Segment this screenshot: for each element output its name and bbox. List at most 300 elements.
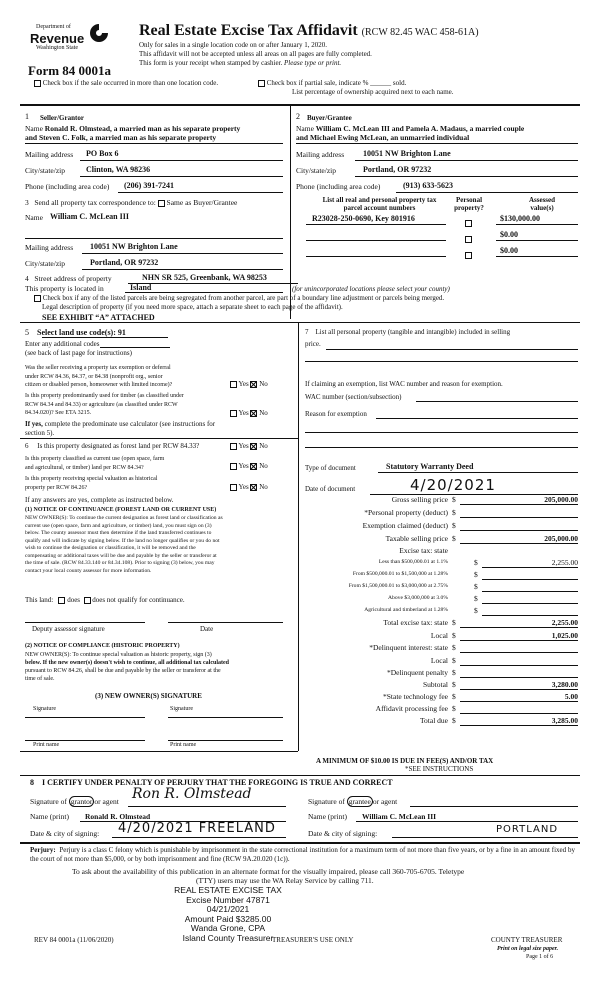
seller-mailing-underline — [80, 160, 283, 161]
new-owner-print-label-2: Print name — [170, 742, 197, 748]
washington-state-label: Washington State — [36, 45, 79, 51]
grantee-signature-label — [308, 797, 397, 806]
lower-column-divider — [298, 322, 299, 751]
or-agent-label: or agent — [94, 797, 119, 806]
section-6-number: 6 — [25, 442, 29, 450]
partial-sale-checkbox[interactable] — [258, 80, 265, 87]
if-any-yes-note: If any answers are yes, complete as instructed below. — [25, 496, 174, 504]
correspondence-city-label: City/state/zip — [25, 259, 65, 268]
gross-selling-price-label: Gross selling price — [391, 495, 448, 504]
subtotal-label: Subtotal — [422, 680, 448, 689]
personal-property-deduct-label: *Personal property (deduct) — [364, 508, 448, 517]
perjury-bold: Perjury: — [30, 846, 56, 854]
seller-name-row — [25, 124, 240, 133]
partial-sale-label: Check box if partial sale, indicate % ______ sold. — [266, 79, 407, 87]
assessed-header-line-2: value(s) — [530, 204, 554, 212]
total-excise-state-dollar-sign: $ — [452, 618, 456, 627]
delinquent-interest-state-underline — [460, 652, 578, 653]
additional-codes-label: Enter any additional codes — [25, 340, 100, 348]
affidavit-processing-fee-dollar-sign: $ — [452, 704, 456, 713]
excise-tier-3-dollar-sign: $ — [474, 582, 478, 591]
assessed-header-line-1: Assessed — [528, 196, 556, 204]
taxable-selling-price-underline — [460, 543, 578, 544]
correspondence-mailing-value[interactable]: 10051 NW Brighton Lane — [90, 242, 178, 251]
ownership-percentage-note: List percentage of ownership acquired next to each name. — [292, 88, 454, 96]
buyer-name-line-1[interactable]: William C. McLean III and Pamela A. Madaus, a married couple — [315, 124, 525, 133]
type-or-print-note: Please type or print. — [284, 59, 342, 67]
excise-tier-5-dollar-sign: $ — [474, 606, 478, 615]
personal-property-line-1 — [326, 349, 578, 350]
if-yes-note-2: section 5). — [25, 429, 55, 437]
land-use-code-value[interactable]: 91 — [117, 328, 126, 337]
buyer-phone-value[interactable]: (913) 633-5623 — [403, 181, 453, 190]
taxable-selling-price-value[interactable]: 205,000.00 — [544, 534, 578, 543]
grantor-date-city-label: Date & city of signing: — [30, 829, 100, 838]
document-date-value[interactable]: 4/20/2021 — [410, 476, 496, 494]
historic-no-checkbox[interactable] — [250, 484, 257, 491]
excise-local-value[interactable]: 1,025.00 — [551, 631, 578, 640]
current-use-line-2: and agricultural, or timber) land per RCW 84.34? — [25, 464, 144, 471]
seller-heading: Seller/Grantor — [40, 114, 84, 122]
timber-yes-no[interactable] — [230, 409, 268, 417]
located-in-value[interactable]: Island — [130, 283, 152, 292]
delinquent-interest-state-label: *Delinquent interest: state — [369, 643, 448, 652]
county-treasurer-label: COUNTY TREASURER — [491, 936, 563, 944]
grantee-name-line — [356, 821, 578, 822]
historic-yes-no[interactable] — [230, 483, 268, 491]
personal-property-label: List all personal property (tangible and intangible) included in selling — [315, 328, 511, 336]
personal-property-deduct-dollar-sign: $ — [452, 508, 456, 517]
does-not-label: does not qualify for continuance. — [92, 596, 185, 604]
new-owner-signature-line-2 — [168, 717, 283, 718]
legal-description-value[interactable]: SEE EXHIBIT “A” ATTACHED — [42, 313, 155, 322]
buyer-name-underline — [296, 143, 578, 144]
excise-tier-5-underline — [482, 615, 578, 616]
timber-question-line-2: RCW 84.34 and 84.33) or agriculture (as classified under RCW — [25, 401, 178, 408]
gross-selling-price-underline — [460, 504, 578, 505]
exemption-yes-checkbox[interactable] — [230, 381, 237, 388]
compliance-line-3: pursuant to RCW 84.26, shall be due and payable by the seller or transferor at the — [25, 668, 221, 674]
buyer-mailing-value[interactable]: 10051 NW Brighton Lane — [363, 149, 451, 158]
subtotal-dollar-sign: $ — [452, 680, 456, 689]
excise-local-underline — [460, 640, 578, 641]
land-qualifies-row[interactable] — [25, 596, 185, 604]
form-number: Form 84 0001a — [28, 63, 112, 78]
street-address-underline — [128, 283, 298, 284]
timber-question-line-3: 84.34.020)? See ETA 3215. — [25, 410, 92, 416]
section-3-number: 3 — [25, 198, 29, 207]
perjury-statement — [30, 846, 575, 864]
parcel-column-header — [322, 196, 437, 212]
document-type-underline — [378, 472, 578, 473]
compliance-line-4: time of sale. — [25, 676, 55, 682]
if-yes-rest: complete the predominate use calculator (see instructions for — [44, 420, 216, 428]
total-due-value[interactable]: 3,285.00 — [551, 716, 578, 725]
excise-tier-2-dollar-sign: $ — [474, 570, 478, 579]
exemption-question-line-1: Was the seller receiving a property tax exemption or deferral — [25, 365, 171, 371]
exemption-question — [25, 364, 172, 390]
does-checkbox[interactable] — [58, 597, 65, 604]
forest-question — [25, 442, 199, 450]
alternate-format-line-1: To ask about the availability of this publication in an alternate format for the visually impaired, please call 360-705-6705. Teletype — [72, 867, 465, 876]
current-use-yes-checkbox[interactable] — [230, 463, 237, 470]
continuance-line-4: qualify and will indicate by signing below. If the land no longer qualifies or you do not — [25, 537, 220, 544]
section-1-number: 1 — [25, 112, 29, 121]
delinquent-interest-local-label: Local — [430, 656, 448, 665]
correspondence-name-value[interactable]: William C. McLean III — [50, 212, 129, 221]
historic-question — [25, 475, 157, 492]
grantor-date-city-value[interactable]: 4/20/2021 FREELAND — [118, 821, 276, 836]
grantor-name-value[interactable]: Ronald R. Olmstead — [85, 812, 151, 821]
delinquent-interest-local-dollar-sign: $ — [452, 656, 456, 665]
excise-local-label: Local — [430, 631, 448, 640]
grantor-signature[interactable]: Ron R. Olmstead — [132, 786, 252, 802]
parcel-row-2-value-underline — [496, 240, 578, 241]
excise-tier-3-label: From $1,500,000.01 to $3,000,000 at 2.75% — [348, 583, 448, 589]
form-title-row — [139, 22, 479, 40]
state-technology-fee-value[interactable]: 5.00 — [564, 692, 578, 701]
parcel-row-3-underline — [306, 256, 446, 257]
grantee-name-label: Name (print) — [308, 812, 347, 821]
multi-location-checkbox-row[interactable] — [34, 79, 218, 87]
total-excise-state-value[interactable]: 2,255.00 — [551, 618, 578, 627]
wac-number-label: WAC number (section/subsection) — [305, 393, 402, 401]
reason-label: Reason for exemption — [305, 410, 367, 418]
new-owner-signature-label-2: Signature — [170, 706, 193, 712]
legal-paper-note: Print on legal size paper. — [497, 946, 559, 952]
assessed-value-column-header — [512, 196, 572, 212]
minimum-fee-note: A MINIMUM OF $10.00 IS DUE IN FEE(S) AND/OR TAX — [316, 757, 494, 765]
subtotal-value[interactable]: 3,280.00 — [551, 680, 578, 689]
segregated-checkbox-row[interactable] — [34, 294, 444, 302]
stamp-line-1: REAL ESTATE EXCISE TAX — [174, 885, 282, 895]
no-label: No — [259, 483, 268, 491]
deputy-signature-line — [25, 622, 145, 623]
gross-selling-price-value[interactable]: 205,000.00 — [544, 495, 578, 504]
does-not-checkbox[interactable] — [84, 597, 91, 604]
stamp-line-5: Wanda Grone, CPA — [190, 923, 266, 934]
parcel-row-1-value[interactable]: $130,000.00 — [500, 214, 540, 223]
total-due-dollar-sign: $ — [452, 716, 456, 725]
exemption-no-checkbox[interactable] — [250, 381, 257, 388]
buyer-city-label: City/state/zip — [296, 166, 336, 175]
buyer-phone-underline — [396, 192, 578, 193]
section-8-number: 8 — [30, 778, 34, 787]
correspondence-label: Send all property tax correspondence to: — [34, 198, 156, 207]
personal-property-row — [305, 328, 510, 336]
excise-tier-1-dollar-sign: $ — [474, 558, 478, 567]
forest-question-text: Is this property designated as forest land per RCW 84.33? — [37, 442, 200, 450]
excise-tier-4-label: Above $3,000,000 at 3.0% — [388, 595, 448, 601]
grantee-name-value[interactable]: William C. McLean III — [362, 812, 437, 821]
total-due-underline — [460, 725, 578, 726]
excise-tax-state-heading-label: Excise tax: state — [399, 546, 448, 555]
correspondence-city-value[interactable]: Portland, OR 97232 — [90, 258, 159, 267]
delinquent-penalty-underline — [460, 677, 578, 678]
timber-question — [25, 392, 184, 418]
perjury-divider — [20, 842, 580, 844]
compliance-line-2: below. If the new owner(s) doesn't wish to continue, all additional tax calculated — [25, 660, 230, 666]
seller-mailing-label: Mailing address — [25, 150, 74, 159]
yes-label: Yes — [238, 462, 249, 470]
compliance-line-1: NEW OWNER(S): To continue special valuation as historic property, sign (3) — [25, 652, 212, 658]
stamp-line-6: Island County Treasurer — [182, 932, 274, 943]
seller-phone-value[interactable]: (206) 391-7241 — [124, 181, 174, 190]
personal-checkbox-3[interactable] — [465, 252, 472, 259]
timber-no-checkbox[interactable] — [250, 410, 257, 417]
delinquent-interest-state-dollar-sign: $ — [452, 643, 456, 652]
seller-city-underline — [80, 176, 283, 177]
current-use-yes-no[interactable] — [230, 462, 268, 470]
parcel-row-2-underline — [306, 240, 446, 241]
delinquent-penalty-label: *Delinquent penalty — [386, 668, 448, 677]
buyer-mailing-underline — [355, 160, 578, 161]
parcel-row-3-value[interactable]: $0.00 — [500, 246, 518, 255]
continuance-line-7: the time of sale. (RCW 84.33.140 or 84.34.108). Prior to signing (3) below, you may — [25, 560, 215, 566]
seller-phone-underline — [118, 192, 283, 193]
buyer-phone-label: Phone (including area code) — [296, 182, 381, 191]
section-5-row — [25, 328, 126, 337]
correspondence-name-label: Name — [25, 213, 43, 222]
grantee-signature-line — [410, 806, 578, 807]
revenue-logo-icon — [88, 22, 110, 44]
parcel-header-line-2: parcel account numbers — [343, 204, 416, 212]
partial-sale-checkbox-row[interactable] — [258, 79, 406, 87]
excise-tier-5-label: Agricultural and timberland at 1.28% — [364, 607, 448, 613]
current-use-line-1: Is this property classified as current use (open space, farm — [25, 456, 165, 462]
buyer-name-label: Name — [296, 124, 314, 133]
grantee-circled: grantee — [348, 797, 371, 806]
stamp-line-3: 04/21/2021 — [206, 904, 250, 915]
personal-property-column-header — [449, 196, 489, 212]
no-label: No — [259, 380, 268, 388]
buyer-name-line-2[interactable]: and Michael Ewing McLean, an unmarried individual — [296, 133, 470, 142]
document-type-value[interactable]: Statutory Warranty Deed — [386, 462, 474, 471]
buyer-name-row — [296, 124, 524, 133]
street-address-label-row — [25, 274, 112, 283]
continuance-text — [25, 515, 223, 575]
exemption-question-line-3: citizen or disabled person, homeowner with limited income)? — [25, 382, 173, 388]
signature-of-label: Signature of — [308, 797, 345, 806]
excise-tier-1-value[interactable]: 2,255.00 — [551, 558, 578, 567]
if-yes-note — [25, 420, 215, 428]
personal-property-label-2: price. — [305, 340, 321, 348]
personal-property-deduct-underline — [460, 517, 578, 518]
total-due-label: Total due — [419, 716, 448, 725]
new-owner-print-line-2 — [168, 740, 283, 741]
section-1-2-divider — [290, 106, 291, 319]
excise-tier-2-label: From $500,000.01 to $1,500,000 at 1.28% — [352, 571, 448, 577]
current-use-no-checkbox[interactable] — [250, 463, 257, 470]
same-as-buyer-checkbox[interactable] — [158, 200, 165, 207]
header-note-2: This affidavit will not be accepted unless all areas on all pages are fully completed. — [139, 50, 372, 58]
revision-label: REV 84 0001a (11/06/2020) — [34, 936, 114, 944]
exemption-question-line-2: under RCW 84.36, 84.37, or 84.38 (nonprofit org., senior — [25, 373, 163, 380]
excise-tier-1-label: Less than $500,000.01 at 1.1% — [378, 559, 448, 565]
deputy-signature-label: Deputy assessor signature — [32, 625, 105, 633]
buyer-heading: Buyer/Grantee — [307, 114, 352, 122]
certify-statement: I CERTIFY UNDER PENALTY OF PERJURY THAT THE FOREGOING IS TRUE AND CORRECT — [42, 778, 393, 787]
exemption-claim-label: If claiming an exemption, list WAC number and reason for exemption. — [305, 380, 503, 388]
deputy-date-label: Date — [200, 625, 214, 633]
seller-mailing-value[interactable]: PO Box 6 — [86, 149, 119, 158]
alternate-format-line-2: (TTY) users may use the WA Relay Service by calling 711. — [196, 876, 374, 885]
document-type-label: Type of document — [305, 464, 356, 472]
seller-city-value[interactable]: Clinton, WA 98236 — [86, 165, 151, 174]
rcw-reference: (RCW 82.45 WAC 458-61A) — [361, 27, 479, 38]
parcel-row-1-underline — [306, 224, 446, 225]
new-owner-print-line-1 — [25, 740, 145, 741]
grantee-date-city-label: Date & city of signing: — [308, 829, 378, 838]
parcel-row-2-value[interactable]: $0.00 — [500, 230, 518, 239]
exemption-yes-no[interactable] — [230, 380, 268, 388]
document-date-label: Date of document — [305, 485, 356, 493]
excise-tier-4-underline — [482, 603, 578, 604]
segregated-label: Check box if any of the listed parcels are being segregated from another parcel, are part of a boundary line adjustment or parcels being merged. — [42, 294, 445, 302]
forest-yes-no[interactable] — [230, 442, 268, 450]
located-in-label: This property is located in — [25, 284, 104, 293]
seller-name-line-1[interactable]: Ronald R. Olmstead, a married man as his separate property — [44, 124, 241, 133]
delinquent-interest-local-underline — [460, 665, 578, 666]
grantor-signature-label — [30, 797, 119, 806]
parcel-header-line-1: List all real and personal property tax — [322, 196, 437, 204]
historic-yes-checkbox[interactable] — [230, 484, 237, 491]
parcel-row-1-value-underline — [496, 224, 578, 225]
personal-property-line-2 — [305, 361, 578, 362]
exemption-claimed-deduct-underline — [460, 530, 578, 531]
state-technology-fee-underline — [460, 701, 578, 702]
stamp-line-2: Excise Number 47871 — [186, 894, 270, 905]
land-use-underline — [42, 337, 168, 338]
street-address-label: Street address of property — [34, 274, 112, 283]
grantee-date-city-value[interactable]: PORTLAND — [496, 824, 559, 835]
parcel-row-1-number[interactable]: R23028-250-0690, Key 801916 — [312, 214, 415, 223]
personal-header-line-2: property? — [454, 204, 484, 212]
correspondence-mailing-label: Mailing address — [25, 243, 74, 252]
state-technology-fee-dollar-sign: $ — [452, 692, 456, 701]
seller-name-label: Name — [25, 124, 43, 133]
excise-tier-2-underline — [482, 579, 578, 580]
additional-codes-underline — [100, 347, 170, 348]
continuance-line-5: wish to continue the designation or classification, it will be removed and the — [25, 545, 196, 551]
yes-label: Yes — [238, 483, 249, 491]
grantor-circled: grantor — [70, 797, 93, 806]
continuance-line-1: NEW OWNER(S): To continue the current designation as forest land or classification as — [25, 515, 223, 521]
gross-selling-price-dollar-sign: $ — [452, 495, 456, 504]
grantor-name-label: Name (print) — [30, 812, 69, 821]
seller-name-line-2[interactable]: and Steven C. Folk, a married man as his separate property — [25, 133, 217, 142]
stamp-line-4: Amount Paid $3285.00 — [184, 913, 272, 924]
street-address-value[interactable]: NHN SR 525, Greenbank, WA 98253 — [142, 273, 267, 282]
see-back-note: (see back of last page for instructions) — [25, 349, 132, 357]
continuance-line-3: below. The county assessor must then determine if the land transferred continues to — [25, 530, 212, 536]
affidavit-processing-fee-underline — [460, 713, 578, 714]
grantor-signature-line — [128, 806, 286, 807]
header-note-3 — [139, 59, 341, 67]
seller-city-label: City/state/zip — [25, 166, 65, 175]
yes-label: Yes — [238, 409, 249, 417]
personal-checkbox-2[interactable] — [465, 236, 472, 243]
header-note-1: Only for sales in a single location code on or after January 1, 2020. — [139, 41, 327, 49]
header-divider — [20, 104, 580, 106]
continuance-line-8: contact your local county assessor for more information. — [25, 567, 152, 574]
buyer-city-underline — [355, 176, 578, 177]
deputy-date-line — [168, 622, 283, 623]
excise-tier-1-underline — [482, 567, 578, 568]
buyer-city-value[interactable]: Portland, OR 97232 — [363, 165, 432, 174]
seller-name-underline — [25, 143, 283, 144]
personal-header-line-1: Personal — [455, 196, 483, 204]
no-label: No — [259, 442, 268, 450]
legal-description-label: Legal description of property (if you need more space, attach a separate sheet to each page of the affidavit). — [42, 303, 343, 311]
excise-tier-4-dollar-sign: $ — [474, 594, 478, 603]
new-owner-print-label-1: Print name — [33, 742, 60, 748]
treasurer-use-only-label: TREASURER'S USE ONLY — [272, 936, 354, 944]
correspondence-row — [25, 198, 237, 207]
treasurer-stamp — [165, 886, 291, 944]
receipt-note: This form is your receipt when stamped by cashier. — [139, 59, 283, 67]
reason-line — [376, 418, 578, 419]
yes-label: Yes — [238, 442, 249, 450]
no-label: No — [259, 462, 268, 470]
land-use-label: Select land use code(s): — [37, 328, 116, 337]
continuance-line-2: current use (open space, farm and agriculture, or timber) land, you must sign on (3) — [25, 522, 212, 529]
parcel-row-3-value-underline — [496, 256, 578, 257]
parcel-row-3-personal-checkbox[interactable] — [465, 246, 472, 264]
timber-question-line-1: Is this property predominantly used for timber (as classified under — [25, 393, 184, 399]
delinquent-penalty-dollar-sign: $ — [452, 668, 456, 677]
segregated-checkbox[interactable] — [34, 295, 41, 302]
buyer-mailing-label: Mailing address — [296, 150, 345, 159]
personal-checkbox-1[interactable] — [465, 220, 472, 227]
forest-no-checkbox[interactable] — [250, 443, 257, 450]
timber-yes-checkbox[interactable] — [230, 410, 237, 417]
perjury-text: Perjury is a class C felony which is punishable by imprisonment in the state correctional institution for a maximum term of not more than five years, or by a fine in an amount fixed by the court of not more than $5,000, or by both imprisonment and fine (RCW 9A.20.020 (1c)). — [30, 846, 575, 863]
if-yes-bold: If yes, — [25, 420, 43, 428]
total-excise-state-label: Total excise tax: state — [383, 618, 448, 627]
excise-local-dollar-sign: $ — [452, 631, 456, 640]
multi-location-checkbox[interactable] — [34, 80, 41, 87]
section-4-number: 4 — [25, 274, 29, 283]
new-owner-signature-line-1 — [25, 717, 145, 718]
current-use-question — [25, 455, 164, 472]
taxable-selling-price-label: Taxable selling price — [385, 534, 448, 543]
no-label: No — [259, 409, 268, 417]
compliance-text — [25, 651, 229, 683]
seller-phone-label: Phone (including area code) — [25, 182, 110, 191]
does-label: does — [67, 596, 81, 604]
form-title: Real Estate Excise Tax Affidavit — [139, 22, 358, 39]
continuance-heading: (1) NOTICE OF CONTINUANCE (FOREST LAND OR CURRENT USE) — [25, 507, 217, 513]
this-land-label: This land: — [25, 596, 54, 604]
section-5-number: 5 — [25, 328, 29, 337]
reason-line-3 — [305, 447, 578, 448]
new-owner-signature-label-1: Signature — [33, 706, 56, 712]
located-in-note: (for unincorporated locations please select your county) — [292, 285, 450, 293]
section-4-divider — [20, 322, 580, 323]
exemption-claimed-deduct-label: Exemption claimed (deduct) — [362, 521, 448, 530]
subtotal-underline — [460, 689, 578, 690]
section-6-divider — [20, 751, 298, 752]
exemption-claimed-deduct-dollar-sign: $ — [452, 521, 456, 530]
grantor-date-city-line — [112, 837, 286, 838]
historic-line-2: property per RCW 84.26? — [25, 484, 88, 491]
located-in-underline — [125, 292, 283, 293]
yes-label: Yes — [238, 380, 249, 388]
continuance-line-6: compensating or additional taxes will be due and payable by the seller or transferor at — [25, 552, 217, 559]
forest-yes-checkbox[interactable] — [230, 443, 237, 450]
or-agent-label: or agent — [372, 797, 398, 806]
